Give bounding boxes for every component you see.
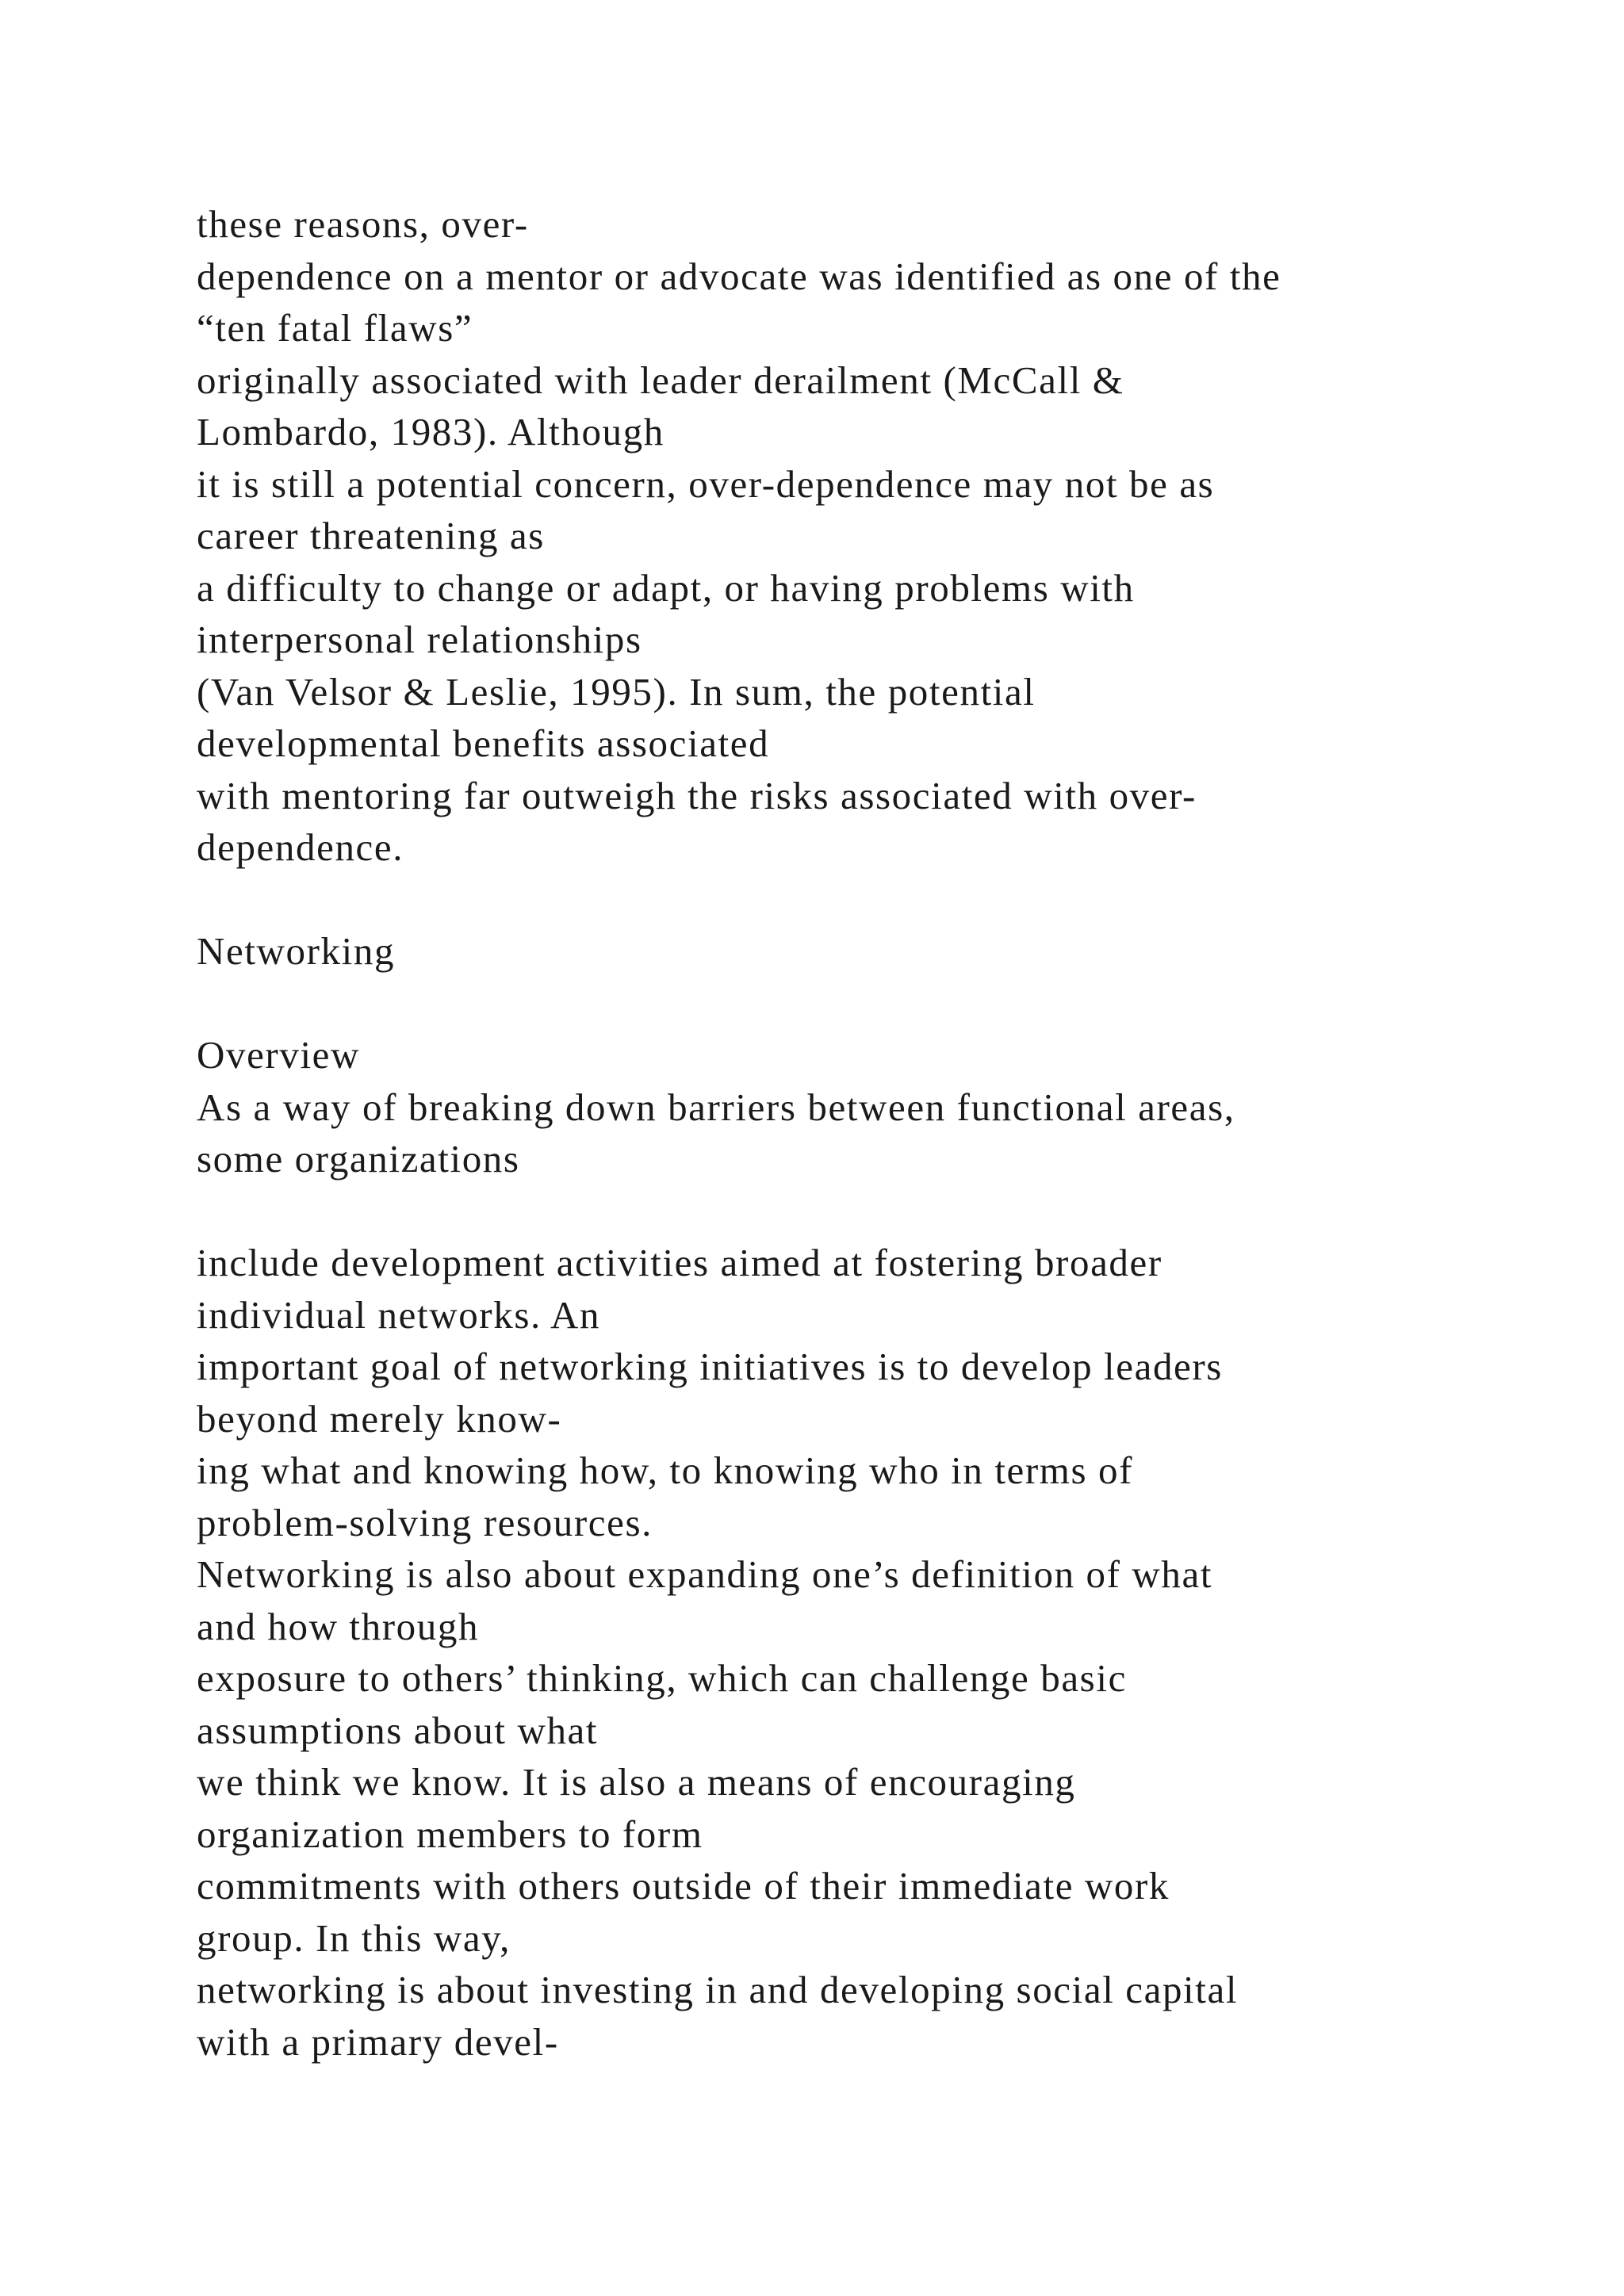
text-line: these reasons, over- [197, 202, 529, 246]
text-line: As a way of breaking down barriers between functional areas, [197, 1085, 1235, 1129]
text-line: we think we know. It is also a means of encouraging [197, 1760, 1076, 1804]
text-line: some organizations [197, 1137, 520, 1181]
blank-line [197, 1185, 1545, 1238]
text-line: problem-solving resources. [197, 1500, 653, 1544]
text-line: with mentoring far outweigh the risks associated with over- [197, 773, 1197, 817]
text-line: it is still a potential concern, over-dependence may not be as [197, 461, 1215, 506]
section-heading: Networking [197, 929, 396, 973]
subheading: Overview [197, 1033, 361, 1077]
text-line: a difficulty to change or adapt, or having problems with [197, 565, 1135, 610]
text-line: commitments with others outside of their immediate work [197, 1864, 1170, 1908]
text-line: ing what and knowing how, to knowing who in terms of [197, 1448, 1134, 1492]
text-line: Networking is also about expanding one’s definition of what [197, 1552, 1213, 1596]
text-line: (Van Velsor & Leslie, 1995). In sum, the potential [197, 669, 1036, 714]
text-line: group. In this way, [197, 1915, 511, 1960]
text-line: interpersonal relationships [197, 618, 642, 661]
text-line: with a primary devel- [197, 2019, 559, 2064]
text-line: Lombardo, 1983). Although [197, 410, 665, 453]
text-line: developmental benefits associated [197, 721, 770, 765]
text-line: organization members to form [197, 1812, 703, 1856]
paragraph-networking-goals [197, 1237, 1545, 2068]
text-line: “ten fatal flaws” [197, 306, 473, 350]
paragraph-mentoring-dependence [197, 198, 1545, 874]
document-body [197, 198, 1545, 2068]
text-line: assumptions about what [197, 1708, 599, 1752]
blank-line [197, 978, 1545, 1030]
text-line: individual networks. An [197, 1292, 601, 1337]
text-line: exposure to others’ thinking, which can challenge basic [197, 1656, 1127, 1700]
text-line: include development activities aimed at fostering broader [197, 1241, 1162, 1284]
paragraph-overview-intro [197, 1081, 1545, 1185]
text-line: dependence on a mentor or advocate was identified as one of the [197, 254, 1281, 298]
text-line: important goal of networking initiatives is to develop leaders [197, 1345, 1223, 1388]
blank-line [197, 874, 1545, 926]
text-line: career threatening as [197, 514, 545, 557]
text-line: beyond merely know- [197, 1396, 562, 1441]
text-line: and how through [197, 1604, 480, 1648]
text-line: networking is about investing in and developing social capital [197, 1968, 1239, 2011]
text-line: dependence. [197, 825, 404, 869]
text-line: originally associated with leader derailment (McCall & [197, 358, 1124, 402]
